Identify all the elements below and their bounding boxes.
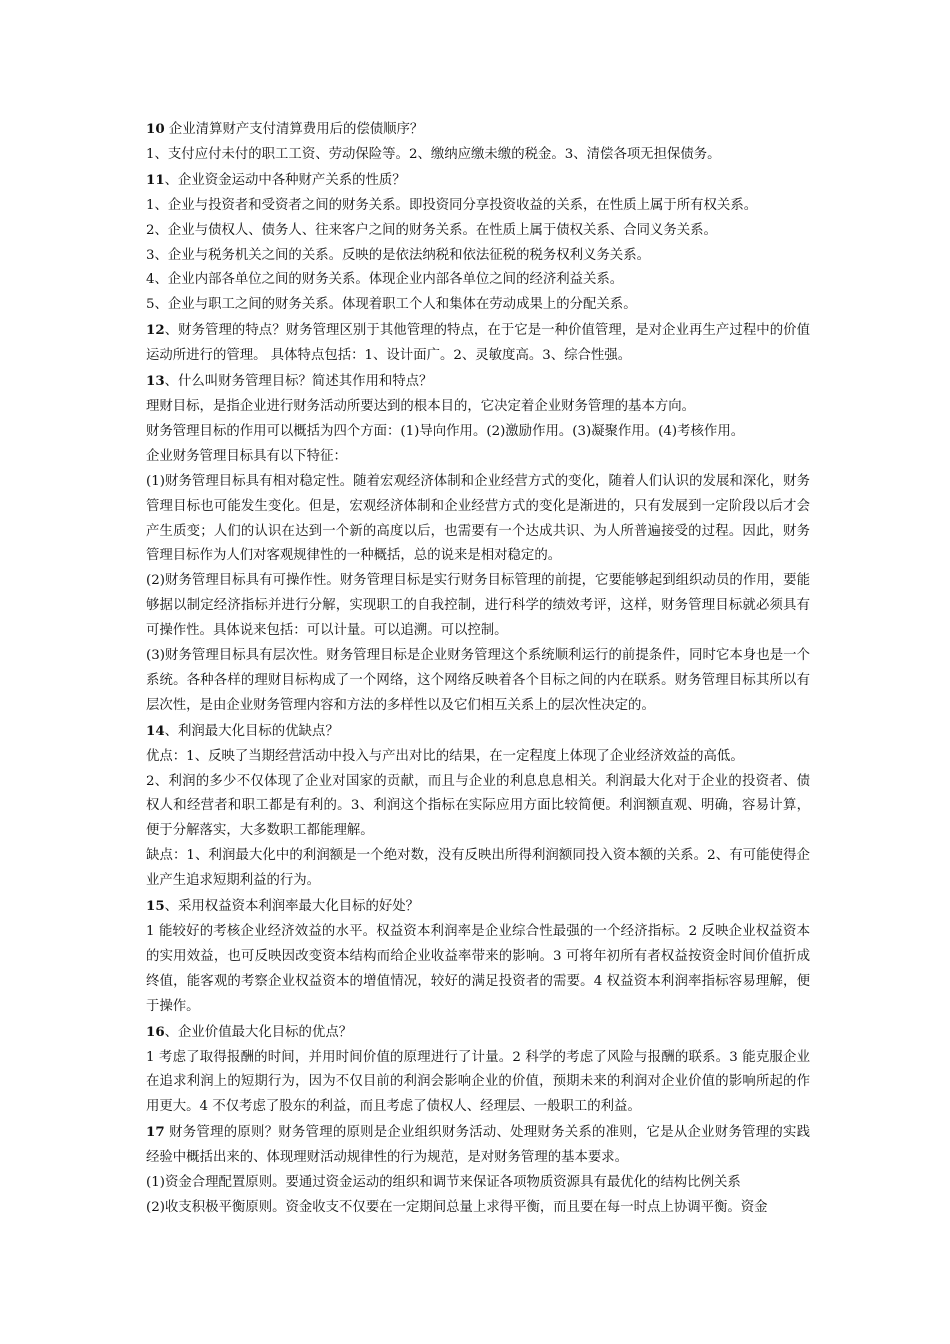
paragraph: 1、支付应付未付的职工工资、劳动保险等。2、缴纳应缴未缴的税金。3、清偿各项无担保债务。 xyxy=(146,146,721,162)
question-text: 、采用权益资本利润率最大化目标的好处？ xyxy=(164,899,420,915)
paragraph: (1)财务管理目标具有相对稳定性。随着宏观经济体制和企业经营方式的变化，随着人们认识的发展和深化，财务管理目标也可能发生变化。但是，宏观经济体制和企业经营方式的变化是渐进的，只有发展到一定阶段以后才会产生质变；人们的认识在达到一个新的高度以后，也需要有一个达成共识、为人所普遍接受的过程。因此，财务管理目标作为人们对客观规律性的一种概括，总的说来是相对稳定的。 xyxy=(146,473,810,564)
paragraph: 3、企业与税务机关之间的关系。反映的是依法纳税和依法征税的税务权利义务关系。 xyxy=(146,247,650,263)
question-number: 17 xyxy=(146,1124,165,1141)
question-number: 16 xyxy=(146,1023,165,1040)
question-text: 、利润最大化目标的优缺点？ xyxy=(164,723,339,739)
paragraph: 财务管理目标的作用可以概括为四个方面：(1)导向作用。(2)激励作用。(3)凝聚作用。(4)考核作用。 xyxy=(146,423,745,439)
paragraph: (2)财务管理目标具有可操作性。财务管理目标是实行财务目标管理的前提，它要能够起到组织动员的作用，要能够据以制定经济指标并进行分解，实现职工的自我控制，进行科学的绩效考评，这样，财务管理目标就必须具有可操作性。具体说来包括：可以计量。可以追溯。可以控制。 xyxy=(146,573,810,639)
question-heading xyxy=(146,1120,810,1171)
question-text: 、财务管理的特点？财务管理区别于其他管理的特点，在于它是一种价值管理，是对企业再生产过程中的价值运动所进行的管理。 具体特点包括：1、设计面广。2、灵敏度高。3、综合性强。 xyxy=(146,323,810,364)
document-body xyxy=(146,117,810,1221)
paragraph: 4、企业内部各单位之间的财务关系。体现企业内部各单位之间的经济利益关系。 xyxy=(146,272,624,288)
question-heading xyxy=(146,369,810,395)
paragraph: 1 考虑了取得报酬的时间，并用时间价值的原理进行了计量。2 科学的考虑了风险与报酬的联系。3 能克服企业在追求利润上的短期行为，因为不仅目前的利润会影响企业的价值，预期未来的利润对企业价值的影响所起的作用更大。4 不仅考虑了股东的利益，而且考虑了债权人、经理层、一般职工的利益。 xyxy=(146,1049,810,1115)
question-text: 、企业资金运动中各种财产关系的性质？ xyxy=(164,172,406,188)
question-number: 15 xyxy=(146,898,165,915)
paragraph: 理财目标，是指企业进行财务活动所要达到的根本目的，它决定着企业财务管理的基本方向。 xyxy=(146,398,696,414)
paragraph: 5、企业与职工之间的财务关系。体现着职工个人和集体在劳动成果上的分配关系。 xyxy=(146,297,637,313)
paragraph: 2、企业与债权人、债务人、往来客户之间的财务关系。在性质上属于债权关系、合同义务关系。 xyxy=(146,222,717,238)
question-heading xyxy=(146,168,810,194)
question-text: 企业清算财产支付清算费用后的偿债顺序？ xyxy=(164,122,424,137)
paragraph: (2)收支积极平衡原则。资金收支不仅要在一定期间总量上求得平衡，而且要在每一时点上协调平衡。资金 xyxy=(146,1199,768,1215)
question-number: 12 xyxy=(146,322,165,339)
question-text: 、什么叫财务管理目标？简述其作用和特点？ xyxy=(164,374,433,390)
paragraph: 2、利润的多少不仅体现了企业对国家的贡献，而且与企业的利息息息相关。利润最大化对于企业的投资者、债权人和经营者和职工都是有利的。3、利润这个指标在实际应用方面比较简便。利润额直观、明确，容易计算，便于分解落实，大多数职工都能理解。 xyxy=(146,773,810,839)
question-heading xyxy=(146,117,810,143)
question-heading xyxy=(146,894,810,920)
paragraph: 1、企业与投资者和受资者之间的财务关系。即投资同分享投资收益的关系，在性质上属于所有权关系。 xyxy=(146,197,758,213)
paragraph: (3)财务管理目标具有层次性。财务管理目标是企业财务管理这个系统顺利运行的前提条件，同时它本身也是一个系统。各种各样的理财目标构成了一个网络，这个网络反映着各个目标之间的内在联系。财务管理目标其所以有层次性，是由企业财务管理内容和方法的多样性以及它们相互关系上的层次性决定的。 xyxy=(146,648,810,713)
question-number: 13 xyxy=(146,373,165,390)
paragraph: 缺点：1、利润最大化中的利润额是一个绝对数，没有反映出所得利润额同投入资本额的关系。2、有可能使得企业产生追求短期利益的行为。 xyxy=(146,848,810,889)
paragraph: 企业财务管理目标具有以下特征： xyxy=(146,448,347,464)
paragraph: (1)资金合理配置原则。要通过资金运动的组织和调节来保证各项物质资源具有最优化的结构比例关系 xyxy=(146,1175,741,1191)
question-heading xyxy=(146,1020,810,1046)
paragraph: 1 能较好的考核企业经济效益的水平。权益资本利润率是企业综合性最强的一个经济指标。2 反映企业权益资本的实用效益，也可反映因改变资本结构而给企业收益率带来的影响。3 可将年初所有者权益按资金时间价值折成终值，能客观的考察企业权益资本的增值情况，较好的满足投资者的需要。4 权益资本利润率指标容易理解，便于操作。 xyxy=(146,924,810,1014)
paragraph: 优点：1、反映了当期经营活动中投入与产出对比的结果，在一定程度上体现了企业经济效益的高低。 xyxy=(146,748,744,764)
question-number: 11 xyxy=(146,171,165,188)
question-text: 、企业价值最大化目标的优点？ xyxy=(164,1024,353,1040)
question-number: 10 xyxy=(146,121,165,137)
question-heading xyxy=(146,719,810,745)
question-text: 财务管理的原则？财务管理的原则是企业组织财务活动、处理财务关系的准则，它是从企业财务管理的实践经验中概括出来的、体现理财活动规律性的行为规范，是对财务管理的基本要求。 xyxy=(146,1125,810,1166)
question-heading xyxy=(146,318,810,369)
question-number: 14 xyxy=(146,722,165,739)
